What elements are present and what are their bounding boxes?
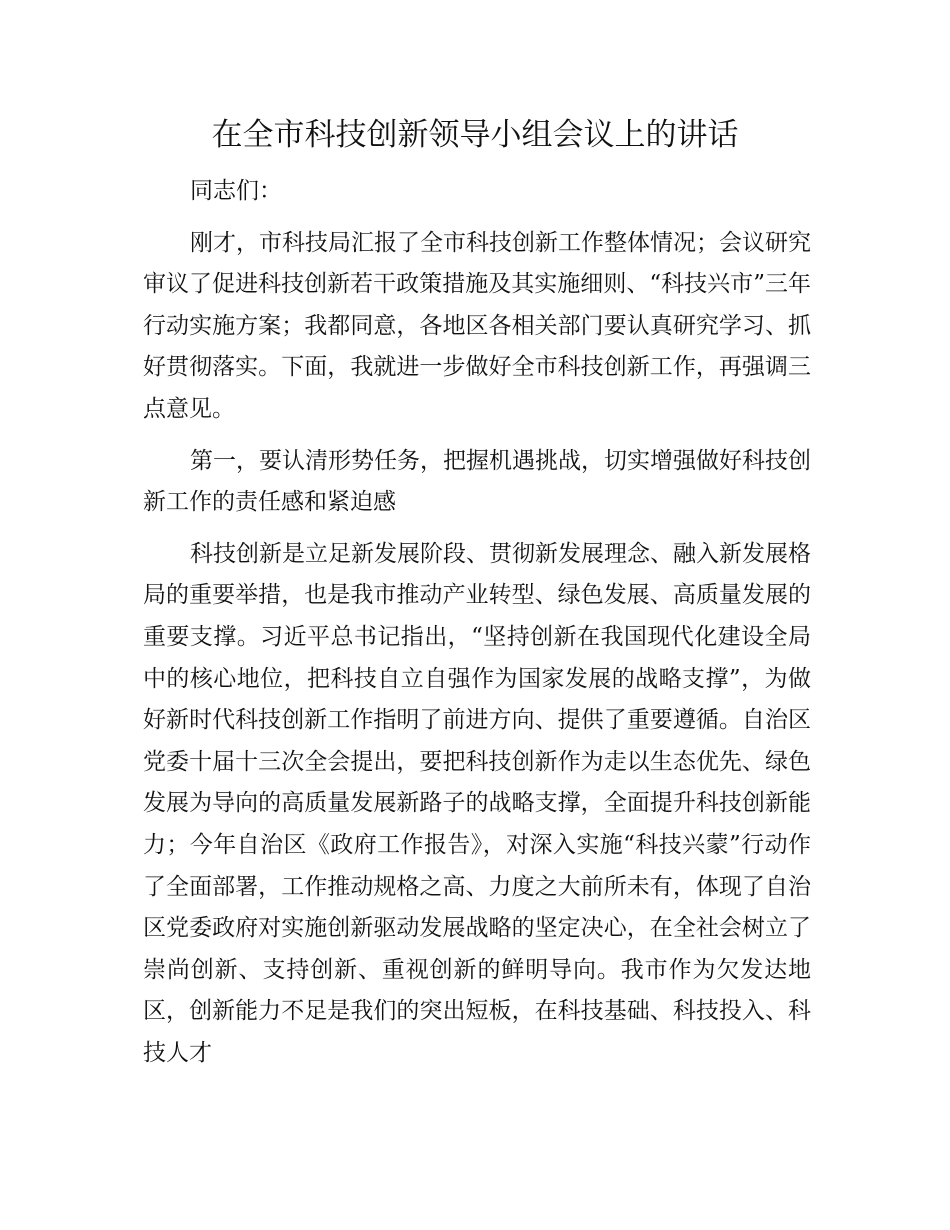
salutation: 同志们： [190,178,282,204]
section-heading-first: 第一，要认清形势任务，把握机遇挑战，切实增强做好科技创新工作的责任感和紧迫感 [143,447,811,516]
document-body [143,171,811,1074]
paragraph-intro: 刚才，市科技局汇报了全市科技创新工作整体情况；会议研究审议了促进科技创新若干政策措施及其实施细则、“科技兴市”三年行动实施方案；我都同意，各地区各相关部门要认真研究学习、抓好贯彻落实。下面，我就进一步做好全市科技创新工作，再强调三点意见。 [143,229,811,422]
document-title: 在全市科技创新领导小组会议上的讲话 [211,117,739,153]
paragraph-body: 科技创新是立足新发展阶段、贯彻新发展理念、融入新发展格局的重要举措，也是我市推动产业转型、绿色发展、高质量发展的重要支撑。习近平总书记指出，“坚持创新在我国现代化建设全局中的核心地位，把科技自立自强作为国家发展的战略支撑”，为做好新时代科技创新工作指明了前进方向、提供了重要遵循。自治区党委十届十三次全会提出，要把科技创新作为走以生态优先、绿色发展为导向的高质量发展新路子的战略支撑，全面提升科技创新能力；今年自治区《政府工作报告》，对深入实施“科技兴蒙”行动作了全面部署，工作推动规格之高、力度之大前所未有，体现了自治区党委政府对实施创新驱动发展战略的坚定决心，在全社会树立了崇尚创新、支持创新、重视创新的鲜明导向。我市作为欠发达地区，创新能力不足是我们的突出短板，在科技基础、科技投入、科技人才 [143,540,811,1066]
